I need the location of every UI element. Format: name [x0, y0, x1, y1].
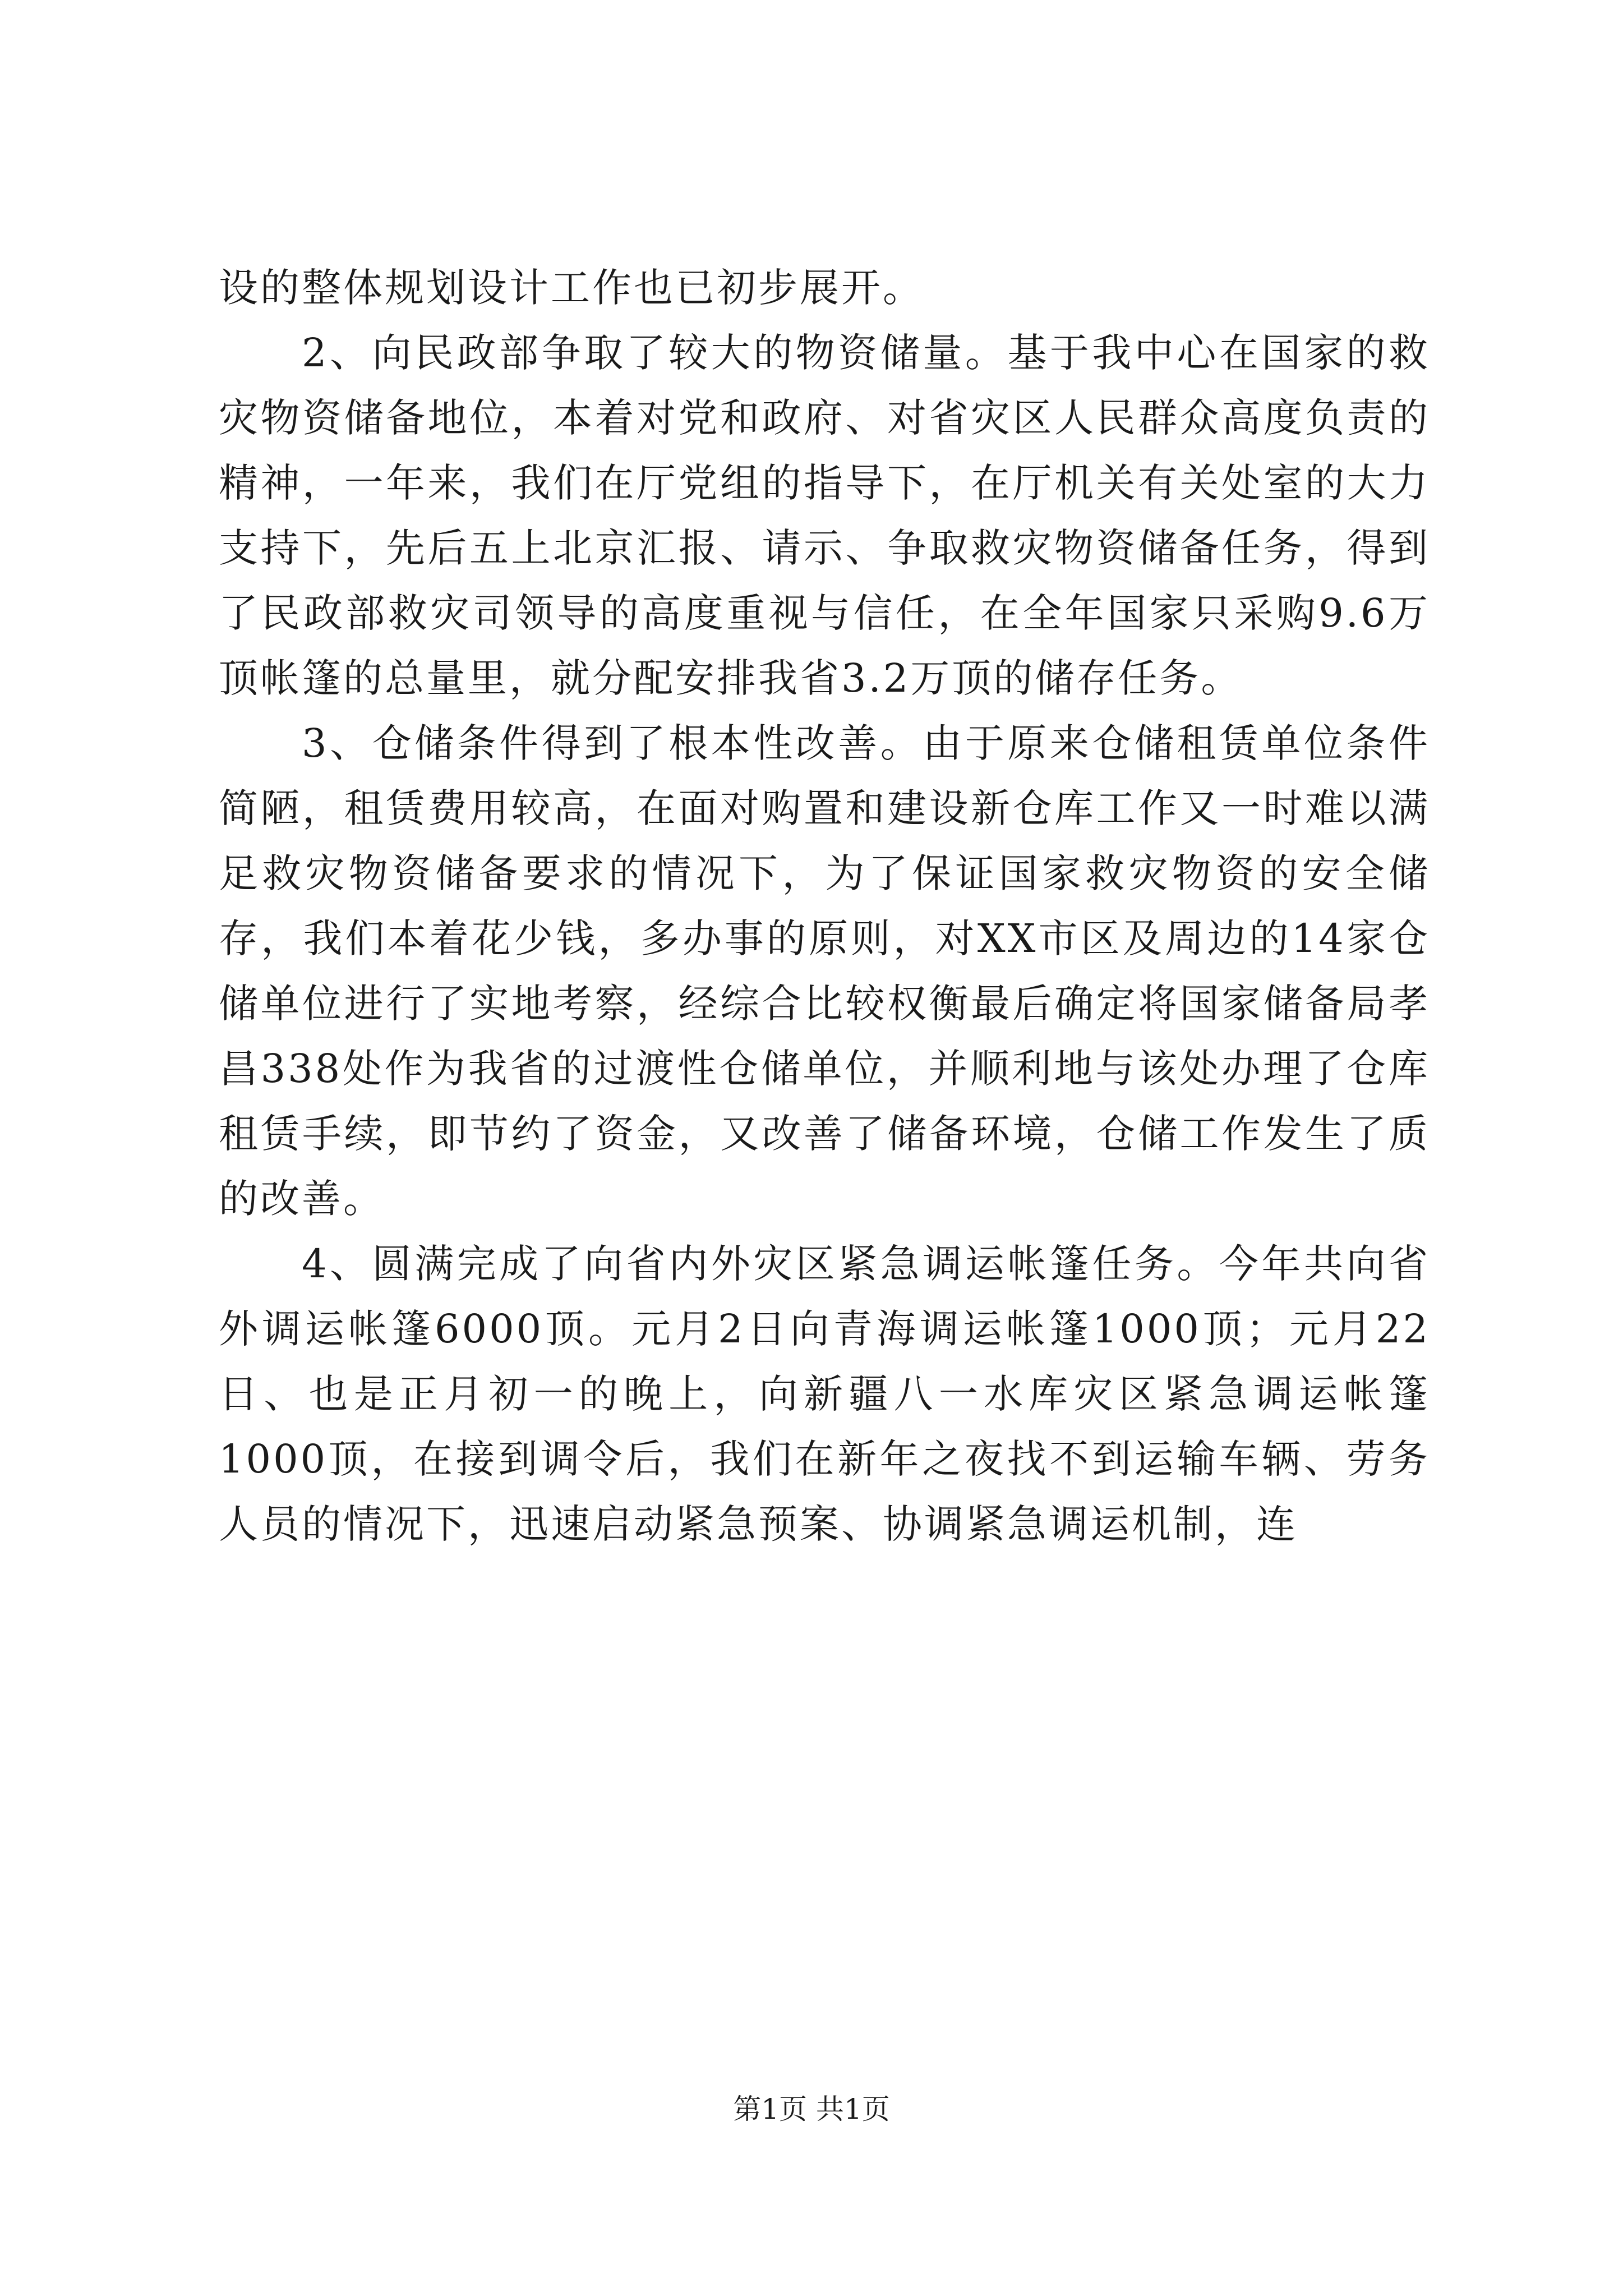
page-footer: 第1页 共1页 [733, 2093, 890, 2125]
paragraph-item-2: 2、向民政部争取了较大的物资储量。基于我中心在国家的救灾物资储备地位，本着对党和政府、对省灾区人民群众高度负责的精神，一年来，我们在厅党组的指导下，在厅机关有关处室的大力支持下，先后五上北京汇报、请示、争取救灾物资储备任务，得到了民政部救灾司领导的高度重视与信任，在全年国家只采购9.6万顶帐篷的总量里，就分配安排我省3.2万顶的储存任务。 [219, 330, 1430, 701]
paragraph-item-3: 3、仓储条件得到了根本性改善。由于原来仓储租赁单位条件简陋，租赁费用较高，在面对购置和建设新仓库工作又一时难以满足救灾物资储备要求的情况下，为了保证国家救灾物资的安全储存，我们本着花少钱，多办事的原则，对XX市区及周边的14家仓储单位进行了实地考察，经综合比较权衡最后确定将国家储备局孝昌338处作为我省的过渡性仓储单位，并顺利地与该处办理了仓库租赁手续，即节约了资金，又改善了储备环境，仓储工作发生了质的改善。 [219, 720, 1430, 1222]
paragraph-item-4: 4、圆满完成了向省内外灾区紧急调运帐篷任务。今年共向省外调运帐篷6000顶。元月2日向青海调运帐篷1000顶；元月22日、也是正月初一的晚上，向新疆八一水库灾区紧急调运帐篷1000顶，在接到调令后，我们在新年之夜找不到运输车辆、劳务人员的情况下，迅速启动紧急预案、协调紧急调运机制，连 [219, 1241, 1430, 1547]
paragraph-continuation: 设的整体规划设计工作也已初步展开。 [219, 265, 924, 311]
document-body [219, 255, 1430, 1557]
